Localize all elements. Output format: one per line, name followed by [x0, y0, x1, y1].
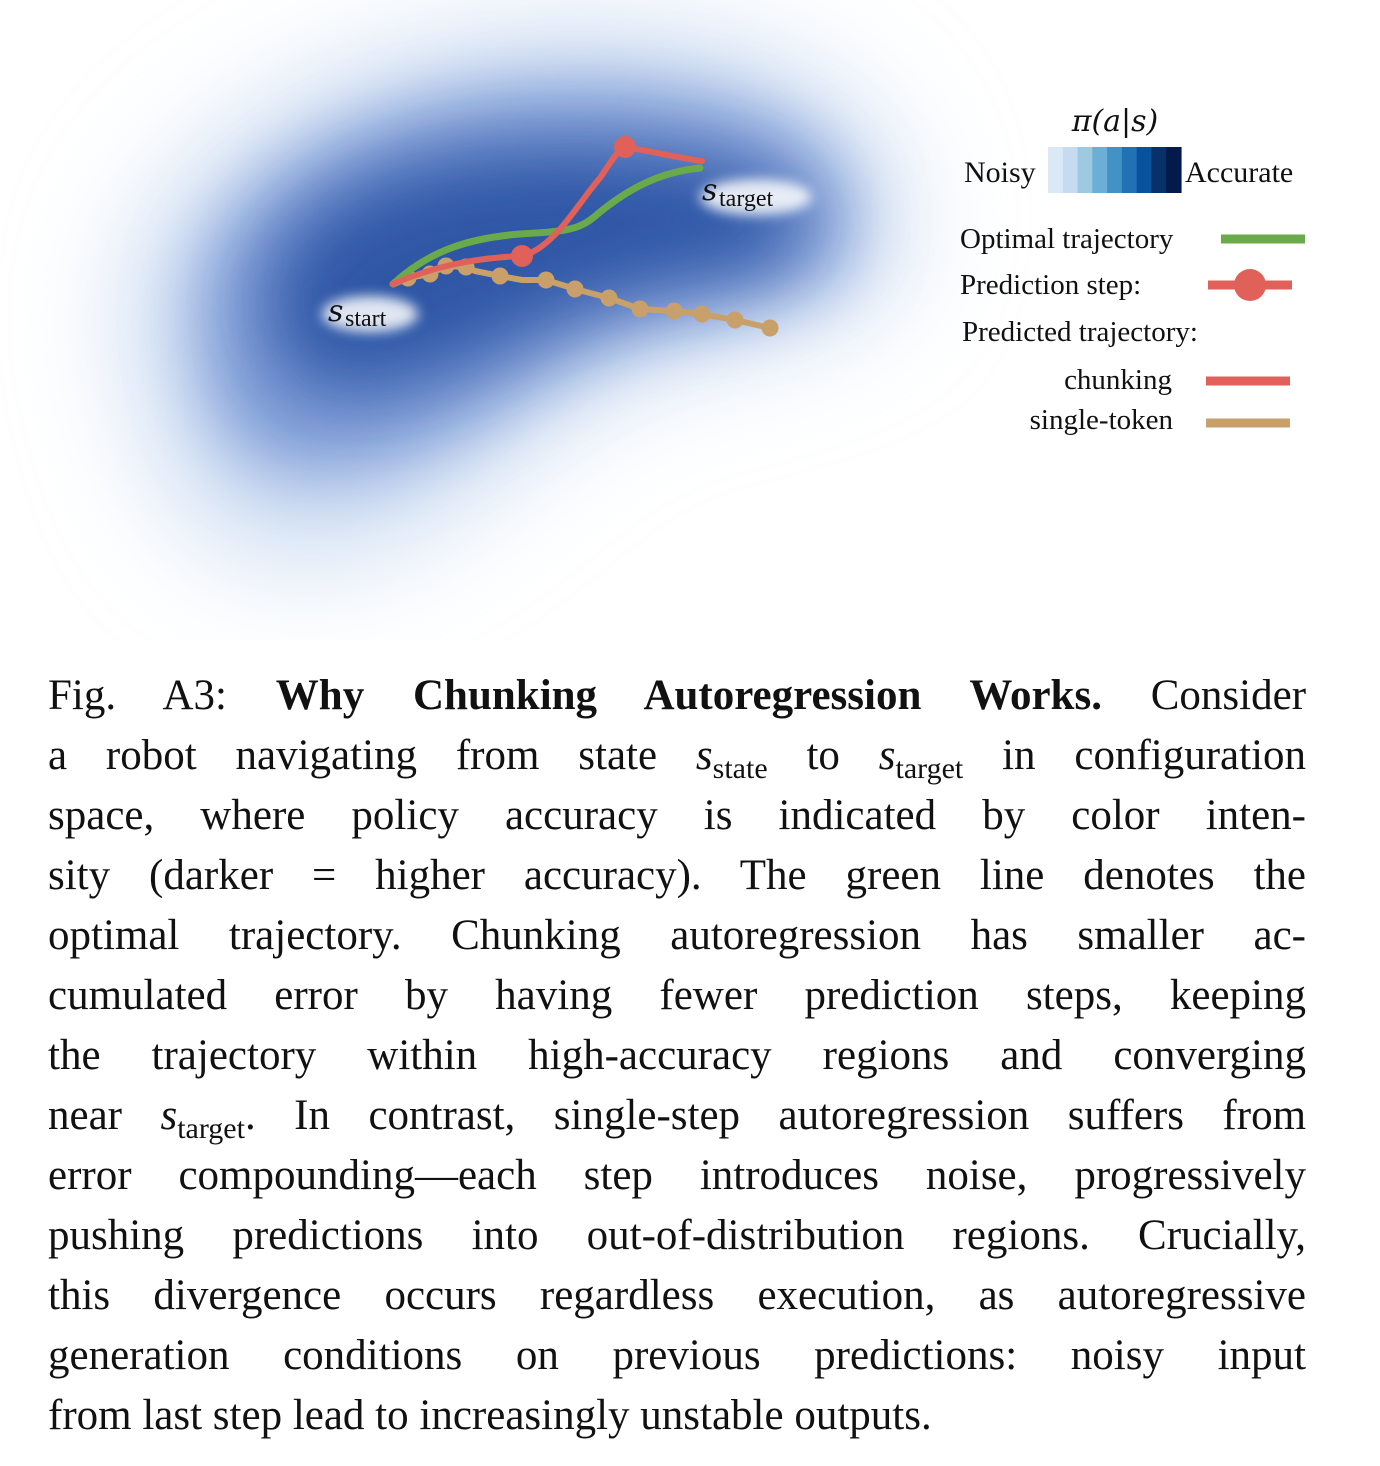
- figure-canvas: [0, 0, 1380, 640]
- legend-prediction-step-marker: [1234, 269, 1266, 301]
- caption-line: [48, 1086, 1306, 1146]
- caption-text: Consider: [1150, 672, 1307, 719]
- caption-line: sity (darker = higher accuracy). The green line denotes the: [48, 852, 1306, 899]
- single-token-step: [492, 268, 509, 285]
- caption-text: in configuration: [1002, 732, 1307, 779]
- caption-text: a robot navigating from state: [48, 732, 658, 779]
- single-token-step: [567, 281, 584, 298]
- caption-math-subscript: target: [177, 1112, 245, 1145]
- start-symbol: s: [328, 294, 344, 329]
- caption-figure-label: Fig. A3:: [48, 672, 228, 719]
- caption-line: from last step lead to increasingly unstable outputs.: [48, 1392, 932, 1439]
- single-token-step: [694, 306, 711, 323]
- caption-text: near: [48, 1092, 122, 1139]
- caption-line: error compounding—each step introduces noise, progressively: [48, 1152, 1306, 1199]
- policy-density-map: [129, 35, 900, 560]
- chunking-step: [511, 245, 533, 267]
- colorbar-cell: [1166, 147, 1181, 193]
- caption-title: Why Chunking Autoregression Works.: [275, 672, 1102, 719]
- start-subscript: start: [345, 306, 387, 332]
- single-token-step: [601, 290, 618, 307]
- caption-math-s: s: [695, 732, 713, 779]
- caption-math-subscript: target: [895, 752, 964, 785]
- caption-line: optimal trajectory. Chunking autoregression has smaller ac-: [48, 912, 1306, 959]
- caption-text: . In contrast, single-step autoregression suffers from: [244, 1092, 1307, 1139]
- colorbar-cell: [1137, 147, 1152, 193]
- single-token-step: [632, 301, 649, 318]
- single-token-step: [538, 272, 555, 289]
- figure: [0, 0, 1380, 640]
- single-token-step: [762, 320, 779, 337]
- caption-line: [48, 666, 1306, 726]
- legend-chunking-label: chunking: [1064, 364, 1172, 396]
- single-token-step: [727, 312, 744, 329]
- colorbar-accurate-label: Accurate: [1185, 156, 1294, 189]
- legend-prediction-step-label: Prediction step:: [960, 269, 1142, 301]
- legend: [960, 223, 1305, 436]
- colorbar-cell: [1048, 147, 1063, 193]
- figure-caption: [48, 666, 1306, 1446]
- chunking-step: [614, 136, 636, 158]
- caption-line: this divergence occurs regardless execution, as autoregressive: [48, 1272, 1306, 1319]
- colorbar-cell: [1122, 147, 1137, 193]
- caption-line: the trajectory within high-accuracy regions and converging: [48, 1032, 1306, 1079]
- legend-predicted-header: Predicted trajectory:: [962, 316, 1198, 348]
- caption-line: generation conditions on previous predictions: noisy input: [48, 1332, 1306, 1379]
- caption-math-subscript: state: [712, 752, 768, 785]
- caption-line: pushing predictions into out-of-distribution regions. Crucially,: [48, 1212, 1306, 1259]
- single-token-step: [666, 303, 683, 320]
- colorbar-cell: [1151, 147, 1166, 193]
- caption-text: to: [806, 732, 840, 779]
- colorbar: [964, 104, 1293, 193]
- colorbar-cell: [1063, 147, 1078, 193]
- target-symbol: s: [702, 173, 718, 208]
- colorbar-noisy-label: Noisy: [964, 156, 1036, 189]
- caption-math-s: s: [160, 1092, 178, 1139]
- legend-single-token-label: single-token: [1029, 404, 1173, 436]
- legend-optimal-label: Optimal trajectory: [960, 223, 1174, 255]
- colorbar-cell: [1078, 147, 1093, 193]
- target-subscript: target: [719, 186, 774, 212]
- caption-line: cumulated error by having fewer prediction steps, keeping: [48, 972, 1306, 1019]
- colorbar-cell: [1107, 147, 1122, 193]
- caption-line: space, where policy accuracy is indicated by color inten-: [48, 792, 1306, 839]
- colorbar-title: π(a|s): [1071, 104, 1159, 139]
- caption-math-s: s: [878, 732, 896, 779]
- colorbar-cells: [1048, 147, 1182, 193]
- caption-line: [48, 726, 1306, 786]
- colorbar-cell: [1092, 147, 1107, 193]
